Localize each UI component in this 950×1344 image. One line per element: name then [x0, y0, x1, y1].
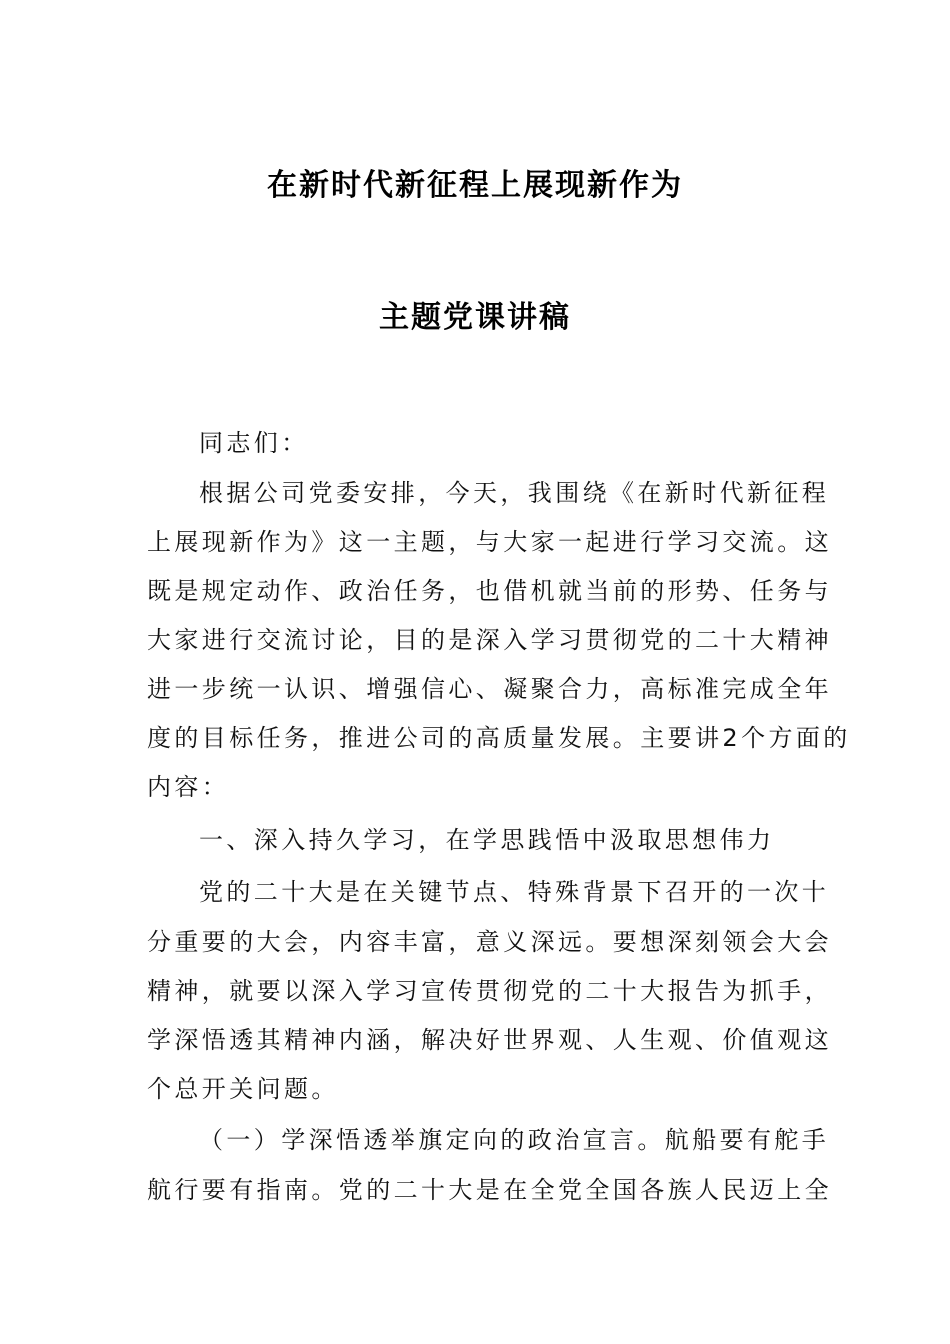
paragraph-line: 大家进行交流讨论，目的是深入学习贯彻党的二十大精神 — [147, 626, 832, 654]
paragraph-line: 学深悟透其精神内涵，解决好世界观、人生观、价值观这 — [147, 1026, 832, 1054]
salutation: 同志们： — [199, 429, 309, 457]
paragraph-line: 精神，就要以深入学习宣传贯彻党的二十大报告为抓手， — [147, 977, 832, 1005]
paragraph-line: 进一步统一认识、增强信心、凝聚合力，高标准完成全年 — [147, 675, 832, 703]
document-title-line-2: 主题党课讲稿 — [379, 300, 571, 335]
paragraph-line: 度的目标任务，推进公司的高质量发展。主要讲2个方面的 — [147, 724, 851, 752]
paragraph-line: 上展现新作为》这一主题，与大家一起进行学习交流。这 — [147, 528, 832, 556]
paragraph-line: 党的二十大是在关键节点、特殊背景下召开的一次十 — [199, 878, 830, 906]
paragraph-line: 内容： — [147, 773, 230, 801]
paragraph-line: 个总开关问题。 — [147, 1075, 339, 1103]
paragraph-line: 航行要有指南。党的二十大是在全党全国各族人民迈上全 — [147, 1176, 832, 1204]
subsection-heading: （一）学深悟透举旗定向的政治宣言。航船要有舵手 — [199, 1126, 830, 1154]
paragraph-line: 根据公司党委安排，今天，我围绕《在新时代新征程 — [199, 479, 830, 507]
paragraph-line: 分重要的大会，内容丰富，意义深远。要想深刻领会大会 — [147, 928, 832, 956]
document-title-line-1: 在新时代新征程上展现新作为 — [267, 168, 683, 203]
section-heading: 一、深入持久学习，在学思践悟中汲取思想伟力 — [199, 826, 775, 854]
paragraph-line: 既是规定动作、政治任务，也借机就当前的形势、任务与 — [147, 577, 832, 605]
